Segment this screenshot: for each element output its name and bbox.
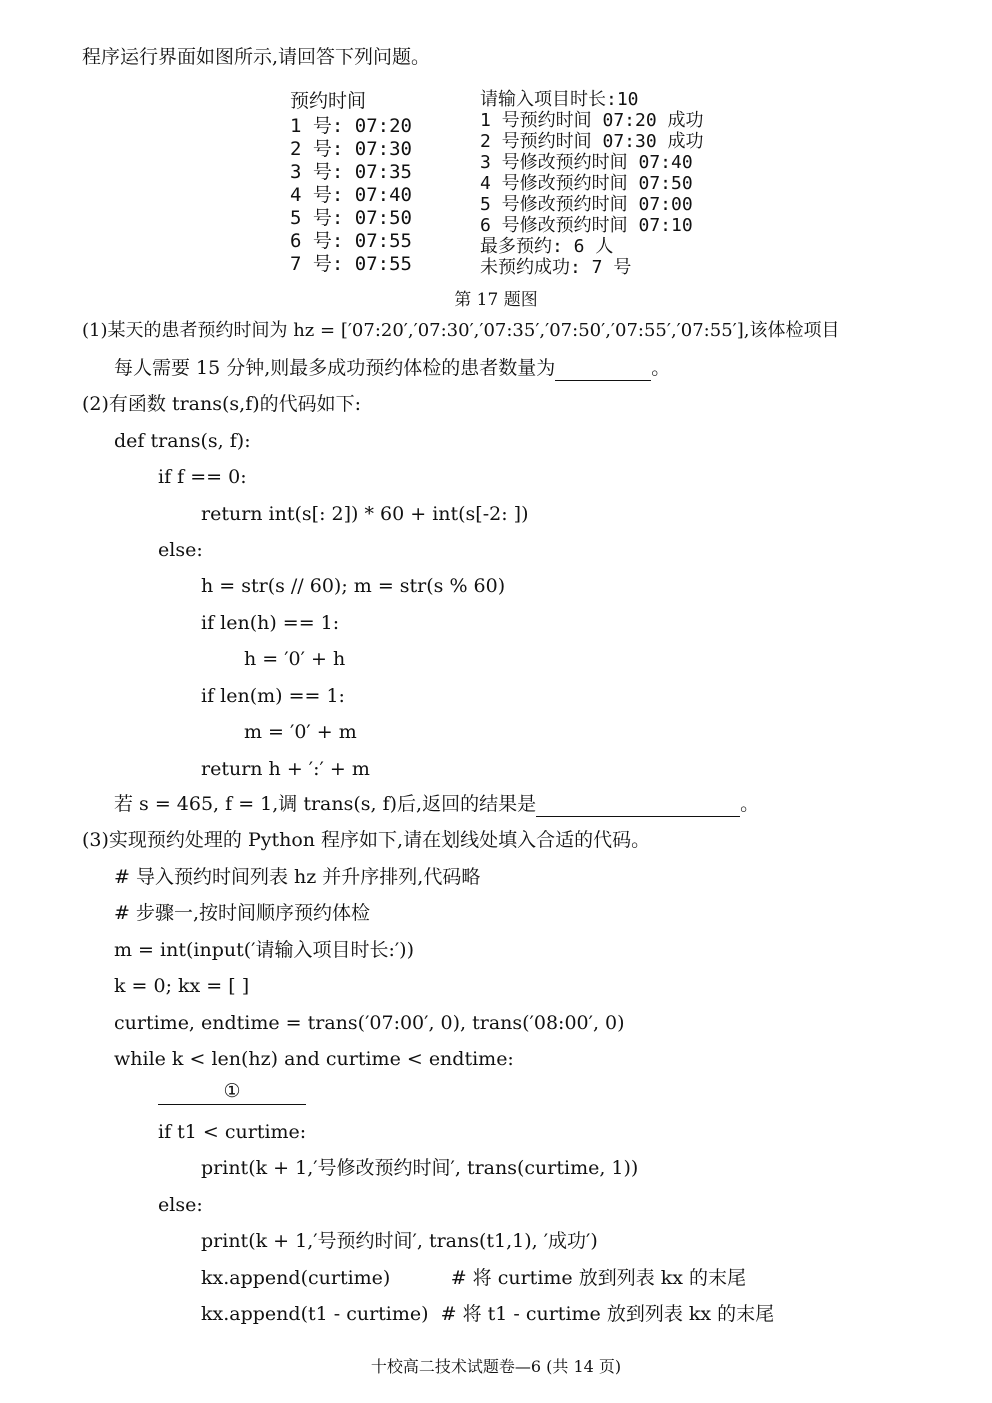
- fig-left-row: 2 号: 07:30: [290, 138, 412, 160]
- fig-left-row: 4 号: 07:40: [290, 184, 412, 206]
- fig-left-row: 7 号: 07:55: [290, 253, 412, 275]
- q3-blank-1: [158, 1080, 306, 1105]
- code-line: else:: [158, 539, 203, 561]
- intro-text: 程序运行界面如图所示,请回答下列问题。: [82, 46, 431, 68]
- q2-end: 。: [740, 793, 760, 815]
- q1-line1: (1)某天的患者预约时间为 hz = [′07:20′,′07:30′,′07:35′,′07:50′,′07:55′,′07:55′],该体检项目: [82, 320, 840, 341]
- fig-left-row: 1 号: 07:20: [290, 115, 412, 137]
- code-line: h = ′0′ + h: [244, 648, 346, 670]
- code-line: def trans(s, f):: [114, 430, 251, 452]
- fig-right-row: 2 号预约时间 07:30 成功: [480, 131, 704, 152]
- code-line: m = int(input(′请输入项目时长:′)): [114, 939, 414, 961]
- code-line: print(k + 1,′号预约时间′, trans(t1,1), ′成功′): [201, 1230, 598, 1252]
- fig-right-row: 请输入项目时长:10: [480, 89, 639, 110]
- figure-caption: 第 17 题图: [454, 290, 538, 310]
- fig-right-row: 3 号修改预约时间 07:40: [480, 152, 693, 173]
- fig-right-row: 最多预约: 6 人: [480, 236, 614, 257]
- q2-question-text: 若 s = 465, f = 1,调 trans(s, f)后,返回的结果是: [114, 793, 537, 815]
- fig-left-row: 6 号: 07:55: [290, 230, 412, 252]
- fig-right-row: 6 号修改预约时间 07:10: [480, 215, 693, 236]
- q1-end: 。: [651, 357, 671, 379]
- code-line: h = str(s // 60); m = str(s % 60): [201, 575, 506, 597]
- code-line: if t1 < curtime:: [158, 1121, 307, 1143]
- code-line: k = 0; kx = [ ]: [114, 975, 250, 997]
- fig-left-title: 预约时间: [290, 90, 367, 112]
- fig-left-row: 5 号: 07:50: [290, 207, 412, 229]
- code-line: if len(m) == 1:: [201, 685, 345, 707]
- fig-right-row: 5 号修改预约时间 07:00: [480, 194, 693, 215]
- page-footer: 十校高二技术试题卷—6 (共 14 页): [370, 1357, 622, 1376]
- code-line: if f == 0:: [158, 466, 247, 488]
- code-line: curtime, endtime = trans(′07:00′, 0), trans(′08:00′, 0): [114, 1012, 625, 1034]
- fig-left-row: 3 号: 07:35: [290, 161, 412, 183]
- code-line: print(k + 1,′号修改预约时间′, trans(curtime, 1)): [201, 1157, 639, 1179]
- blank-label: ①: [223, 1080, 241, 1102]
- q1-line2: [114, 355, 670, 381]
- code-line: # 导入预约时间列表 hz 并升序排列,代码略: [114, 866, 481, 888]
- code-line: if len(h) == 1:: [201, 612, 340, 634]
- code-line: return int(s[: 2]) * 60 + int(s[-2: ]): [201, 503, 529, 525]
- fig-right-row: 4 号修改预约时间 07:50: [480, 173, 693, 194]
- code-line: else:: [158, 1194, 203, 1216]
- fig-right-row: 1 号预约时间 07:20 成功: [480, 110, 704, 131]
- fig-right-row: 未预约成功: 7 号: [480, 257, 632, 278]
- q2-answer-blank: [536, 796, 740, 817]
- code-line: while k < len(hz) and curtime < endtime:: [114, 1048, 514, 1070]
- q3-title: (3)实现预约处理的 Python 程序如下,请在划线处填入合适的代码。: [82, 829, 651, 851]
- code-line: m = ′0′ + m: [244, 721, 357, 743]
- q1-text: 每人需要 15 分钟,则最多成功预约体检的患者数量为: [114, 357, 556, 379]
- q2-question: [114, 791, 759, 817]
- code-line: # 步骤一,按时间顺序预约体检: [114, 902, 370, 924]
- code-line: kx.append(t1 - curtime) # 将 t1 - curtime 放到列表 kx 的末尾: [201, 1303, 775, 1325]
- q2-title: (2)有函数 trans(s,f)的代码如下:: [82, 393, 362, 415]
- code-line: return h + ′:′ + m: [201, 758, 370, 780]
- code-line: kx.append(curtime) # 将 curtime 放到列表 kx 的末尾: [201, 1267, 746, 1289]
- q1-answer-blank: [555, 360, 651, 381]
